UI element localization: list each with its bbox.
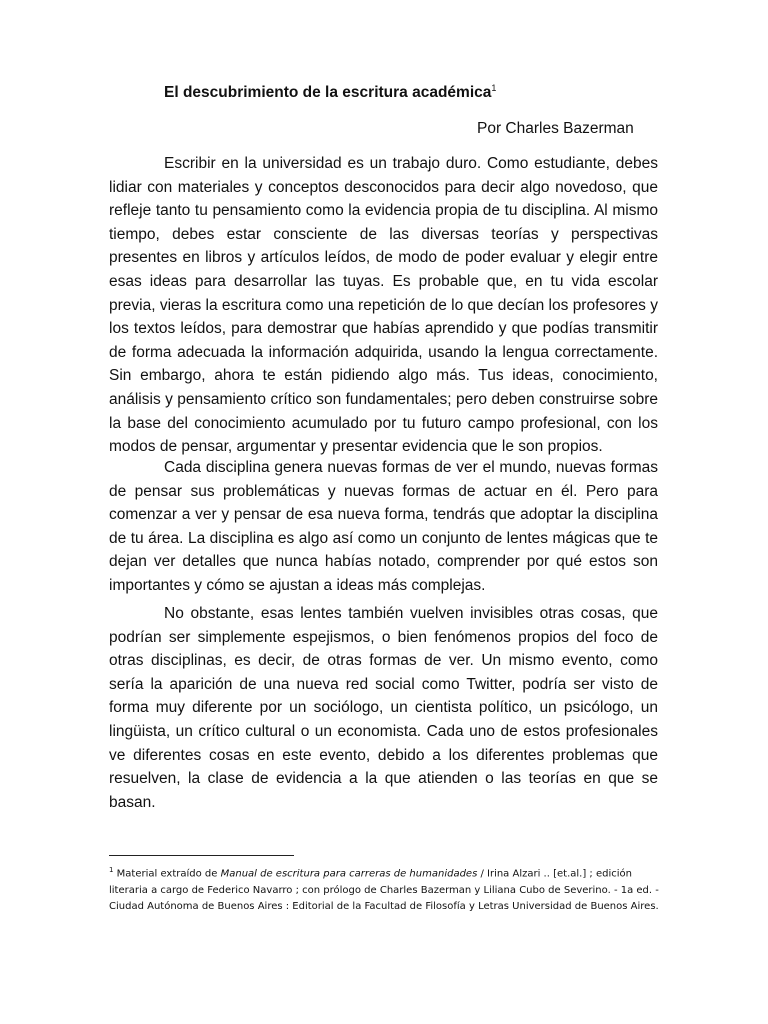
paragraph: Cada disciplina genera nuevas formas de ver el mundo, nuevas formas de pensar sus problemáticas y nuevas formas de actuar en él. Pero para comenzar a ver y pensar de esa nueva forma, tendrás que adoptar la disciplina de tu área. La disciplina es algo así como un conjunto de lentes mágicas que te dejan ver detalles que nunca habías notado, comprender por qué estos son importantes y cómo se ajustan a ideas más complejas. (109, 459, 658, 594)
footnote-details: / Irina Alzari .. [et.al.] ; edición literaria a cargo de Federico Navarro ; con prólogo de Charles Bazerman y Liliana Cubo de Severino. - 1a ed. - Ciudad Autónoma de Buenos Aires : Editorial de la Facultad de Filosofía y Letras Universidad de Buenos Aires. (109, 868, 659, 913)
footnote-book-title: Manual de escritura para carreras de humanidades (220, 868, 478, 880)
footnote-mark: 1 (109, 866, 114, 874)
footnote (109, 862, 659, 916)
author-line: Por Charles Bazerman (477, 120, 634, 137)
footnote-divider (109, 855, 294, 856)
paragraph: Escribir en la universidad es un trabajo duro. Como estudiante, debes lidiar con materiales y conceptos desconocidos para decir algo novedoso, que refleje tanto tu pensamiento como la evidencia propia de tu disciplina. Al mismo tiempo, debes estar consciente de las diversas teorías y perspectivas presentes en libros y artículos leídos, de modo de poder evaluar y elegir entre esas ideas para desarrollar las tuyas. Es probable que, en tu vida escolar previa, vieras la escritura como una repetición de lo que decían los profesores y los textos leídos, para demostrar que habías aprendido y que podías transmitir de forma adecuada la información adquirida, usando la lengua correctamente. Sin embargo, ahora te están pidiendo algo más. Tus ideas, conocimiento, análisis y pensamiento crítico son fundamentales; pero deben construirse sobre la base del conocimiento acumulado por tu futuro campo profesional, con los modos de pensar, argumentar y presentar evidencia que le son propios. (109, 155, 658, 456)
title-text: El descubrimiento de la escritura académica (164, 84, 492, 102)
footnote-prefix: Material extraído de (113, 868, 221, 880)
title-footnote-mark: 1 (491, 83, 497, 93)
paragraph: No obstante, esas lentes también vuelven invisibles otras cosas, que podrían ser simplemente espejismos, o bien fenómenos propios del foco de otras disciplinas, es decir, de otras formas de ver. Un mismo evento, como sería la aparición de una nueva red social como Twitter, podría ser visto de forma muy diferente por un sociólogo, un cientista político, un psicólogo, un lingüista, un crítico cultural o un economista. Cada uno de estos profesionales ve diferentes cosas en este evento, debido a los diferentes problemas que resuelven, la clase de evidencia a la que atienden o las teorías en que se basan. (109, 605, 658, 811)
document-title (164, 83, 496, 102)
